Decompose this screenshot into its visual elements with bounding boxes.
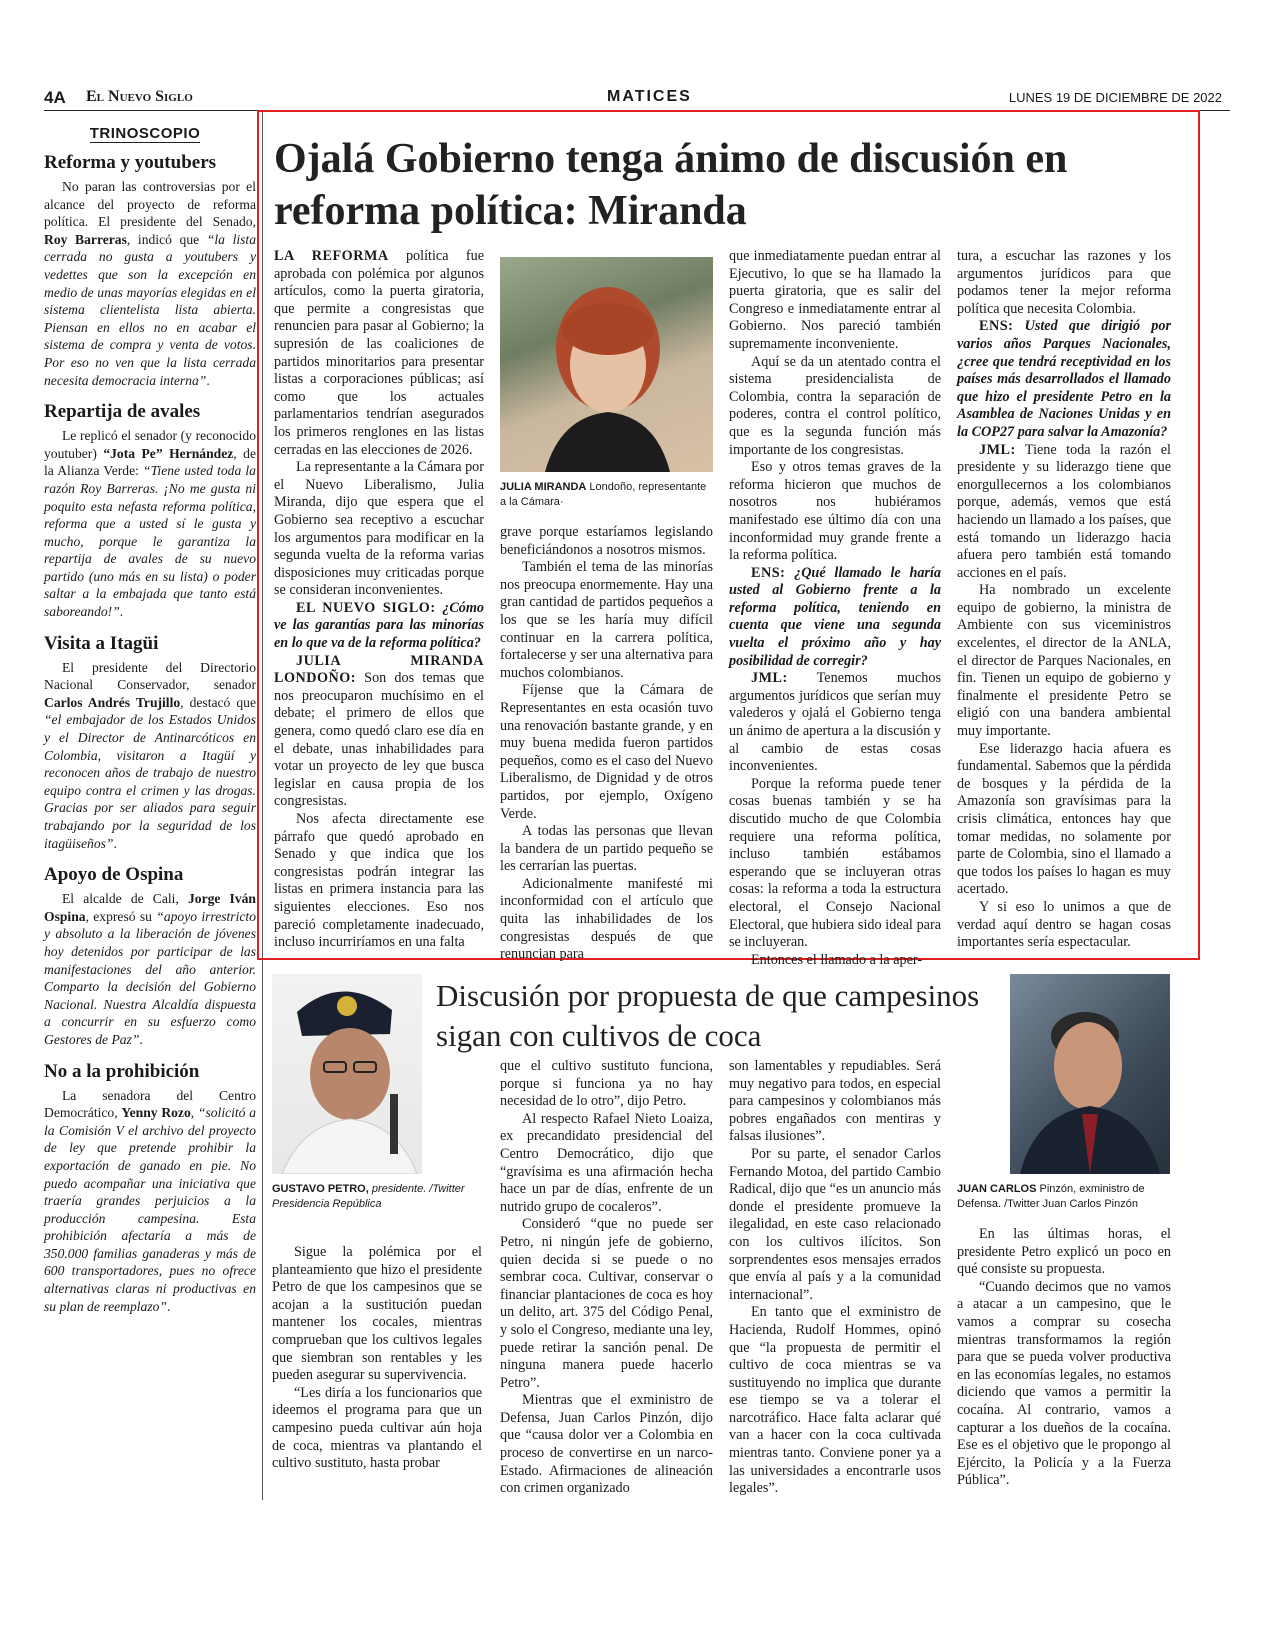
- sidebar-body-5: La senadora del Centro Democrático, Yenny Rozo, “solicitó a la Comisión V el archivo del proyecto de ley que pretende prohibir la exportación de ganado en pie. No puedo acompañar una iniciativa que traería grandes perjuicios a la producción campesina. Esta prohibición afectaría a más de 350.000 familias ganaderas y más de 600 transportadores, pues no ofrece alternativas claras ni productivas en su plan de reemplazo”.: [44, 1087, 256, 1314]
- sidebar-heading-1: Reforma y youtubers: [44, 152, 217, 173]
- sidebar-body-4: El alcalde de Cali, Jorge Iván Ospina, expresó su “apoyo irrestricto y absoluto a la liberación de jóvenes hoy detenidos por participar de las manifestaciones del año anterior. Comparto la decisión del Gobierno Nacional. Nuestra Alcaldía dispuesta a concurrir en su esfuerzo como Gestores de Paz”.: [44, 891, 256, 1047]
- sidebar-heading-4: Apoyo de Ospina: [44, 864, 184, 886]
- article2-column-4: En las últimas horas, el presidente Petro explicó un poco en qué consiste su propuesta. “Cuando decimos que no vamos a atacar a un campesino, que le vamos a comprar su cosecha mientras transformamos la región para que se pueda volver productiva en las economías legales, no estamos diciendo que vamos a permitir la cocaína. Al contrario, vamos a capturar a los dueños de la cocaína. Ese es el objetivo que le propongo al Ejército, la Policía y a la Fuerza Pública”.: [957, 1226, 1171, 1489]
- photo-caption-petro: GUSTAVO PETRO, presidente. /Twitter Presidencia República: [272, 1183, 465, 1210]
- sidebar-body-2: Le replicó el senador (y reconocido youtuber) “Jota Pe” Hernández, de la Alianza Verde: “Tiene usted toda la razón Roy Barreras. ¡No me gusta ni poquito esta nefasta reforma política, reforma que a usted sí le gusta y mucho, porque le garantiza la repartija de avales de su nuevo partido (uno más en su lista) o poder saltar a la embajada que tanto está saboreando!”.: [44, 428, 256, 620]
- julia-miranda-photo: [500, 257, 713, 472]
- sidebar-body-3: El presidente del Directorio Nacional Conservador, senador Carlos Andrés Trujillo, destacó que “el embajador de los Estados Unidos y el Director de Antinarcóticos en Colombia, visitaron a Itagüí y reconocen años de trabajo de nuestro equipo contra el crimen y las drogas. Gracias por ser aliados para seguir trabajando por la seguridad de los itagüiseños”.: [44, 659, 256, 851]
- photo-caption-pinzon: JUAN CARLOS Pinzón, exministro de Defensa. /Twitter Juan Carlos Pinzón: [957, 1183, 1145, 1210]
- article2-column-1: Sigue la polémica por el planteamiento que hizo el presidente Petro de que los campesinos que se acojan a la sustitución puedan mantener los cocales, mientras comprueban que los cultivos legales que siembran son rentables y les pueden asegurar su supervivencia. “Les diría a los funcionarios que ideemos el programa para que un campesino pueda cultivar aún hoja de coca, mientras va plantando el cultivo sustituto, hasta probar: [272, 1244, 482, 1472]
- newspaper-name: El Nuevo Siglo: [86, 88, 193, 105]
- article1-column-2: grave porque estaríamos legislando beneficiándonos a nosotros mismos. También el tema de las minorías nos preocupa enormemente. Hay una gran cantidad de partidos pequeños a los que se les haría muy difícil continuar en la carrera política, fortalecerse y ser una alternativa para muchos colombianos. Fíjense que la Cámara de Representantes en esta ocasión tuvo una renovación bastante grande, y en muy buena medida fueron partidos pequeños, como es el caso del Nuevo Liberalismo, de Dignidad y de otros partidos, por ejemplo, Oxígeno Verde. A todas las personas que llevan la bandera de un partido pequeño se les cerrarían las puertas. Adicionalmente manifesté mi inconformidad con el artículo que quita las inhabilidades de los congresistas después de que renuncian para: [500, 524, 713, 963]
- gustavo-petro-photo: [272, 974, 422, 1174]
- sidebar-heading-5: No a la prohibición: [44, 1060, 200, 1082]
- article2-headline: Discusión por propuesta de que campesinos sigan con cultivos de coca: [436, 978, 980, 1053]
- sidebar-body-1: No paran las controversias por el alcance del proyecto de reforma política. El presidente del Senado, Roy Barreras, indicó que “la lista cerrada no gusta a youtubers y vedettes que son la excepción en medio de unas mayorías elegidas en el sistema clientelista lista abierta. Piensan en ellos no en acabar el sistema de compra y venta de votos. Por eso no ven que la lista cerrada necesita democracia interna”.: [44, 179, 256, 388]
- article2-column-3: son lamentables y repudiables. Será muy negativo para todos, en especial para campesinos y colombianos más pobres engañados con mentiras y falsas ilusiones”. Por su parte, el senador Carlos Fernando Motoa, del partido Cambio Radical, dijo que “es un anuncio más donde el presidente promueve la ilegalidad, en este caso relacionado con los cultivos ilícitos. Son sorprendentes esos mensajes errados que envía al país y a la comunidad internacional”. En tanto que el exministro de Hacienda, Rudolf Hommes, opinó que “la propuesta de permitir el cultivo de coca mientras se va sustituyendo no implica que durante ese tiempo se va a tolerar el narcotráfico. Hace falta aclarar qué van a hacer con la coca cultivada mientras tanto. Conviene poner ya a las universidades a encontrarle usos legales”.: [729, 1058, 941, 1497]
- section-name: MATICES: [607, 88, 692, 105]
- article-headline: Ojalá Gobierno tenga ánimo de discusión en reforma política: Miranda: [274, 136, 1068, 234]
- sidebar-title: TRINOSCOPIO: [89, 125, 201, 142]
- juan-carlos-pinzon-photo: [1010, 974, 1170, 1174]
- photo-caption-miranda: JULIA MIRANDA Londoño, representante a la Cámara·: [500, 481, 707, 508]
- article1-column-4: tura, a escuchar las razones y los argumentos jurídicos para que podamos tener la mejor reforma política que necesita Colombia. ENS: Usted que dirigió por varios años Parques Nacionales, ¿cree que tendrá receptividad en los países más desarrollados el llamado que hizo el presidente Petro en la Asamblea de Naciones Unidas y en la COP27 para salvar la Amazonía? JML: Tiene toda la razón el presidente y su liderazgo tiene que enorgullecernos a los colombianos porque, además, vemos que está haciendo un llamado a los países, que está tomando un liderazgo hacia afuera pero también está tomando acciones en el país. Ha nombrado un excelente equipo de gobierno, la ministra de Ambiente con sus viceministros excelentes, el director de la ANLA, el director de Parques Nacionales, en fin. Tienen un equipo de gobierno y finalmente el presidente Petro se eligió con una bandera ambiental muy importante. Ese liderazgo hacia afuera es fundamental. Sabemos que la pérdida de bosques y la pérdida de la Amazonía son gravísimas para la crisis climática, entonces hay que tomar medidas, no solamente por parte de Colombia, sino el llamado a que todos los países lo hagan es muy acertado. Y si eso lo unimos a que de verdad aquí dentro se hagan cosas importantes sería espectacular.: [957, 248, 1172, 951]
- sidebar-heading-2: Repartija de avales: [44, 401, 201, 423]
- sidebar-heading-3: Visita a Itagüi: [44, 632, 159, 654]
- page-header: [44, 88, 1230, 111]
- issue-date: LUNES 19 DE DICIEMBRE DE 2022: [1008, 90, 1222, 105]
- article1-column-1: LA REFORMA política fue aprobada con polémica por algunos artículos, como la puerta giratoria, que permite a congresistas que renuncien para pasar al Gobierno; la supresión de las coaliciones de partidos minoritarios para presentar listas a corporaciones públicas; así como que los actuales parlamentarios tendrían asegurados los primeros renglones en las listas cerradas en las elecciones de 2026. La representante a la Cámara por el Nuevo Liberalismo, Julia Miranda, dijo que espera que el Gobierno sea receptivo a escuchar los argumentos para modificar en la segunda vuelta de la reforma varias disposiciones muy criticadas porque se consideran inconvenientes. EL NUEVO SIGLO: ¿Cómo ve las garantías para las minorías en lo que va de la reforma política? JULIA MIRANDA LONDOÑO: Son dos temas que nos preocuparon muchísimo en el debate; el primero de ellos que genera, como quedó claro ese día en el debate, unas inhabilidades para votar un proyecto de ley que busca legislar en causa propia de los congresistas. Nos afecta directamente ese párrafo que quedó aprobado en Senado y que indica que los congresistas podrán integrar las listas en primera instancia para las siguientes elecciones. Eso nos pareció completamente inadecuado, incluso incurriríamos en una falta: [274, 248, 485, 951]
- sidebar-trinoscopio: [44, 125, 256, 1315]
- article1-column-3: que inmediatamente puedan entrar al Ejecutivo, lo que se ha llamado la puerta giratoria, que es salir del Congreso e inmediatamente entrar al Gobierno. Nos pareció también supremamente inconveniente. Aquí se da un atentado contra el sistema presidencialista de Colombia, contra la separación de poderes, contra el control político, que es la segunda función más importante de los congresistas. Eso y otros temas graves de la reforma hicieron que muchos de nosotros nos hubiéramos manifestado ese último día con una inconformidad muy grande frente a la reforma política. ENS: ¿Qué llamado le haría usted al Gobierno frente a la reforma política, teniendo en cuenta que viene una segunda vuelta el próximo año y hay posibilidad de corregir? JML: Tenemos muchos argumentos jurídicos que serían muy valederos y ojalá el Gobierno tenga un ánimo de apertura a la discusión y al cambio de estas cosas inconvenientes. Porque la reforma puede tener cosas buenas también y se ha discutido mucho de que Colombia requiere una reforma política, incluso también estábamos esperando que se incluyeran otras cosas: la reforma a toda la estructura electoral, el Consejo Nacional Electoral, que hubiera sido ideal para se incluyeran. Entonces el llamado a la aper-: [729, 248, 941, 968]
- article2-column-2: que el cultivo sustituto funciona, porque si funciona ya no hay necesidad de lo otro”, dijo Petro. Al respecto Rafael Nieto Loaiza, ex precandidato presidencial del Centro Democrático, dijo que “gravísima es una afirmación hecha hace un par de días, enfrente de un nutrido grupo de cocaleros”. Consideró “que no puede ser Petro, ni ningún jefe de gobierno, quien decida si se puede o no sembrar coca. Cultivar, conservar o financiar plantaciones de coca es hoy un delito, art. 375 del Código Penal, y solo el Congreso, mediante una ley, puede retirar la sanción penal. De ninguna manera puede hacerlo Petro”. Mientras que el exministro de Defensa, Juan Carlos Pinzón, dijo que “causa dolor ver a Colombia en proceso de convertirse en un narco-Estado. Afirmaciones de alineación con crimen organizado: [500, 1058, 713, 1497]
- page-number: 4A: [44, 88, 66, 107]
